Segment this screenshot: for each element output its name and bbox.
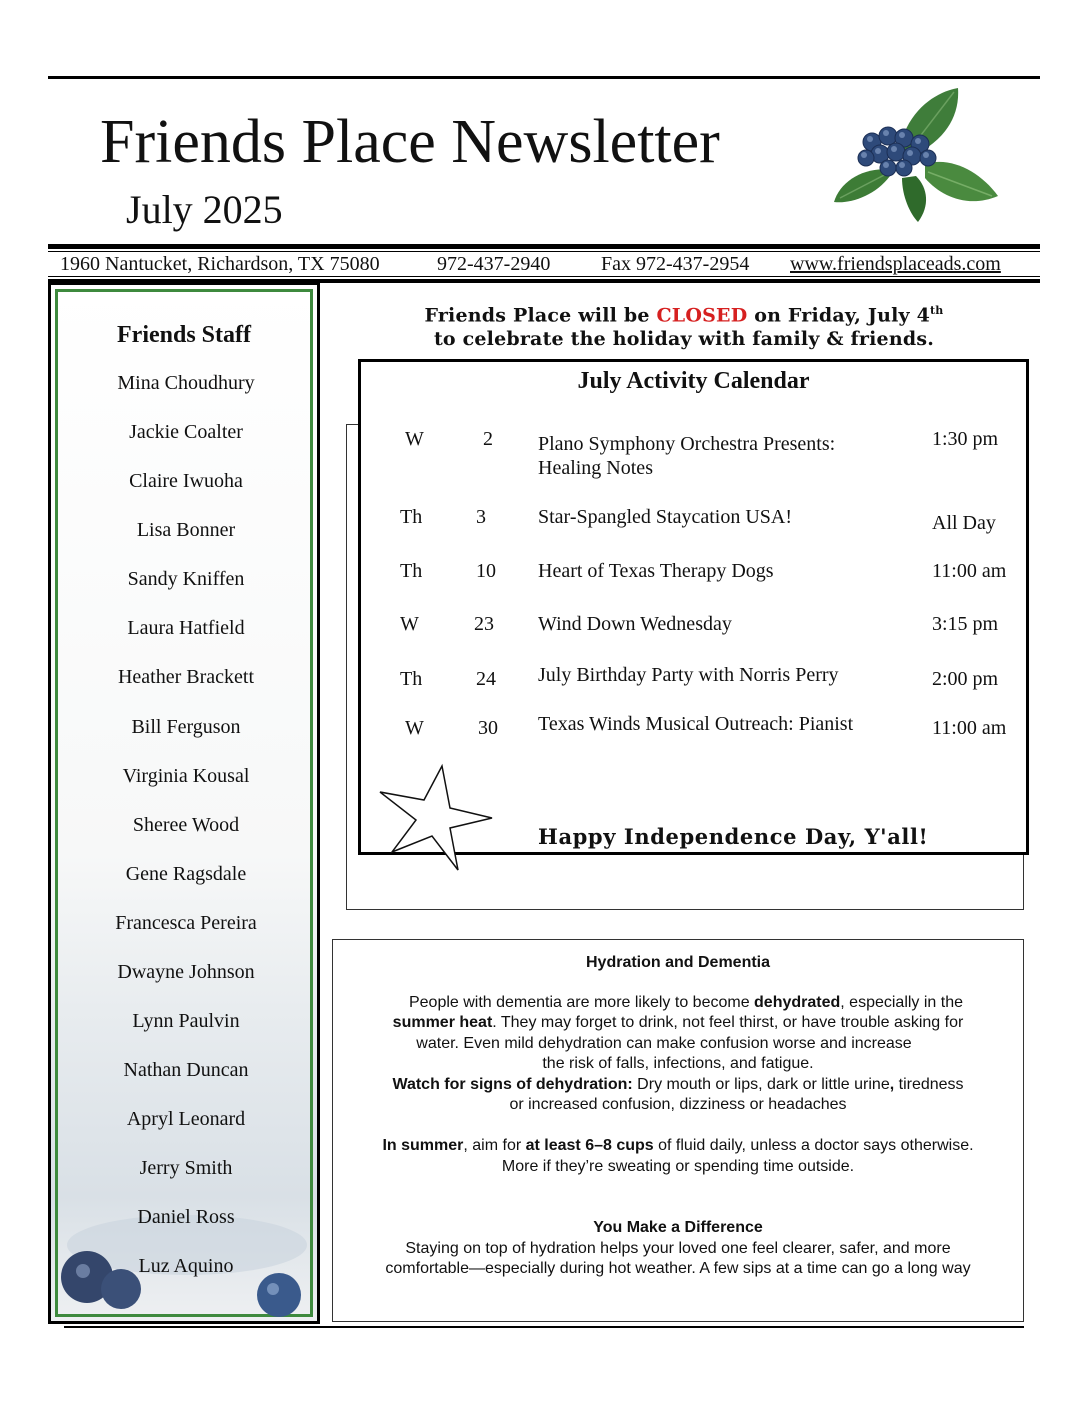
staff-name: Luz Aquino [138, 1255, 234, 1277]
fax: Fax 972-437-2954 [601, 253, 750, 275]
newsletter-title: Friends Place Newsletter [100, 108, 720, 176]
address: 1960 Nantucket, Richardson, TX 75080 [60, 253, 380, 275]
bottom-rule [64, 1326, 1024, 1328]
article-subtitle: You Make a Difference [593, 1219, 763, 1236]
article-text: of fluid daily, unless a doctor says otherwise. [653, 1137, 974, 1154]
event-day: Th [400, 668, 423, 690]
phone: 972-437-2940 [437, 253, 551, 275]
staff-name: Laura Hatfield [127, 617, 245, 639]
event-title: Texas Winds Musical Outreach: Pianist [538, 713, 854, 735]
closed-notice [330, 304, 1038, 326]
article-bold: summer heat [392, 1014, 493, 1031]
blueberry-leaf-icon [830, 86, 1000, 226]
website-link[interactable]: www.friendsplaceads.com [790, 253, 1001, 275]
article-line [332, 1075, 1024, 1095]
event-date: 10 [476, 560, 496, 582]
staff-name: Sheree Wood [132, 814, 240, 836]
staff-name: Dwayne Johnson [117, 961, 255, 983]
staff-name: Virginia Kousal [122, 765, 250, 787]
event-time: 11:00 am [932, 560, 1007, 582]
article-line: or increased confusion, dizziness or headaches [509, 1096, 847, 1113]
staff-name: Mina Choudhury [117, 372, 255, 394]
staff-name: Lynn Paulvin [132, 1010, 240, 1032]
staff-name: Francesca Pereira [115, 912, 257, 934]
event-day: Th [400, 560, 423, 582]
star-icon [378, 762, 496, 874]
newsletter-month: July 2025 [126, 187, 283, 232]
event-date: 2 [483, 428, 493, 450]
closing-message: Happy Independence Day, Y'all! [538, 824, 929, 849]
event-time: 1:30 pm [932, 428, 999, 450]
contact-rule-top [48, 244, 1040, 249]
event-day: W [405, 717, 424, 739]
calendar-title: July Activity Calendar [577, 368, 810, 394]
event-day: Th [400, 506, 423, 528]
event-date: 30 [478, 717, 498, 739]
article-text: People with dementia are more likely to become [408, 994, 755, 1011]
event-title: Plano Symphony Orchestra Presents: Healing Notes [538, 433, 836, 479]
article-text: Dry mouth or lips, dark or little urine [632, 1076, 890, 1093]
event-title: July Birthday Party with Norris Perry [538, 664, 839, 686]
staff-name: Lisa Bonner [136, 519, 236, 541]
event-title: Wind Down Wednesday [538, 613, 732, 635]
event-day: W [405, 428, 424, 450]
event-title: Star-Spangled Staycation USA! [538, 506, 793, 528]
staff-name: Jackie Coalter [129, 421, 243, 443]
article-text: . They may forget to drink, not feel thirst, or have trouble asking for [492, 1014, 964, 1031]
event-date: 3 [476, 506, 486, 528]
event-date: 24 [476, 668, 496, 690]
staff-name: Daniel Ross [137, 1206, 235, 1228]
notice-sup: th [930, 304, 944, 317]
staff-name: Bill Ferguson [131, 716, 241, 738]
contact-rule-top-thin [48, 251, 1040, 252]
article-line [332, 1136, 1024, 1156]
event-time: 2:00 pm [932, 668, 999, 690]
closed-notice-line2: to celebrate the holiday with family & friends. [433, 328, 935, 350]
article-bold: dehydrated [754, 994, 841, 1011]
staff-name: Heather Brackett [117, 666, 255, 688]
staff-name: Gene Ragsdale [125, 863, 247, 885]
staff-name: Apryl Leonard [126, 1108, 246, 1130]
notice-text: Friends Place will be [424, 304, 657, 327]
article-line: water. Even mild dehydration can make confusion worse and increase [416, 1035, 912, 1052]
article-bold: In summer [382, 1137, 464, 1154]
event-title: Heart of Texas Therapy Dogs [538, 560, 774, 582]
article-line [340, 993, 1032, 1013]
article-text: , aim for [463, 1137, 526, 1154]
staff-name: Nathan Duncan [123, 1059, 249, 1081]
staff-heading: Friends Staff [117, 322, 251, 348]
article-line: the risk of falls, infections, and fatigue. [542, 1055, 814, 1072]
blueberry-bowl-image [57, 1185, 317, 1317]
article-line: More if they’re sweating or spending time outside. [501, 1158, 855, 1175]
contact-rule-bottom-thin [48, 276, 1040, 277]
article-line: comfortable—especially during hot weather. A few sips at a time can go a long way [385, 1260, 971, 1277]
event-time: All Day [932, 512, 996, 534]
article-bold: at least 6–8 cups [525, 1137, 654, 1154]
staff-name: Jerry Smith [139, 1157, 233, 1179]
article-line [332, 1013, 1024, 1033]
article-text: tiredness [894, 1076, 964, 1093]
article-bold: , [889, 1076, 895, 1093]
staff-name: Sandy Kniffen [127, 568, 245, 590]
staff-name: Claire Iwuoha [129, 470, 243, 492]
article-text: , especially in the [840, 994, 964, 1011]
top-rule [48, 76, 1040, 79]
notice-date: on Friday, July 4 [747, 304, 931, 327]
event-date: 23 [474, 613, 494, 635]
event-day: W [400, 613, 419, 635]
event-time: 3:15 pm [932, 613, 999, 635]
closed-word: CLOSED [656, 304, 748, 327]
article-bold: Watch for signs of dehydration: [392, 1076, 633, 1093]
event-time: 11:00 am [932, 717, 1007, 739]
article-line: Staying on top of hydration helps your loved one feel clearer, safer, and more [405, 1240, 951, 1257]
article-title: Hydration and Dementia [585, 954, 771, 971]
